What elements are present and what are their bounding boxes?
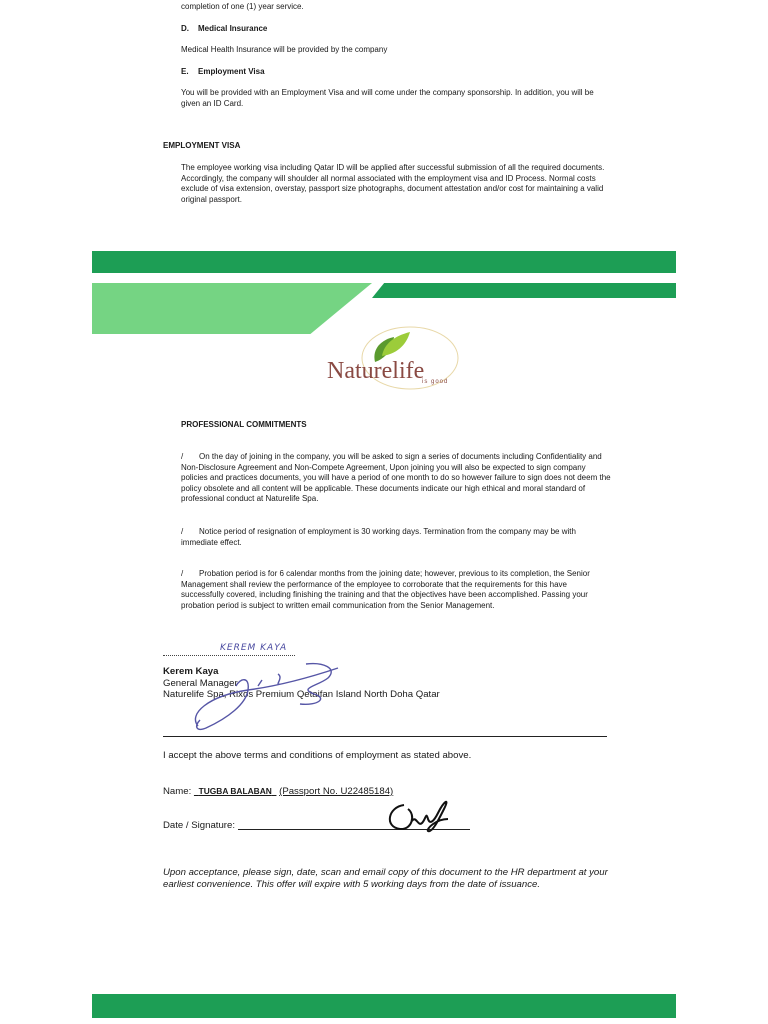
name-label: Name: [163,786,192,797]
employment-visa-text: The employee working visa including Qatar ID will be applied after successful submission of all the required documents. Accordingly, the company will shoulder all normal associated with the employment visa and ID Process. Normal costs exclude of visa extension, overstay, passport size photographs, document attestation and/or cost for maintaining a valid original passport. [181,163,605,204]
signatory-title: General Manager [163,677,238,689]
item-e-letter: E. [181,67,189,76]
commitment-item [181,527,611,548]
commitments-heading: PROFESSIONAL COMMITMENTS [181,420,307,429]
commitment-text: Probation period is for 6 calendar months from the joining date; however, previous to its completion, the Senior Management shall review the performance of the employee to corroborate that the requirements for this have successfully covered, including finishing the training and that the objectives have been accomplished. Passing your probation period is subject to written email communication from the Senior Management. [181,569,590,610]
logo-wordmark: Naturelife [327,358,425,384]
divider-line [163,736,607,737]
item-e-heading [181,67,265,78]
closing-note: Upon acceptance, please sign, date, scan and email copy of this document to the HR department at your earliest convenience. This offer will expire with 5 working days from the date of issuance. [163,867,608,890]
bullet-slash: / [181,527,184,536]
handwritten-name [218,638,328,654]
manager-signature [188,656,358,736]
header-green-stripe [372,283,676,298]
date-signature-label: Date / Signature: [163,820,235,831]
header-green-band [92,251,676,273]
passport-number: (Passport No. U22485184) [279,786,394,797]
continuation-line: completion of one (1) year service. [181,2,304,11]
item-e-text: You will be provided with an Employment Visa and will come under the company sponsorship. In addition, you will be given an ID Card. [181,88,594,108]
signatory-company: Naturelife Spa, Rixos Premium Qetaifan Island North Doha Qatar [163,689,440,701]
commitment-text: On the day of joining in the company, you will be asked to sign a series of documents including Confidentiality and Non-Disclosure Agreement and Non-Compete Agreement, Upon joining you will also be expected to sign company policies and practices documents, you will have a period of one month to do so however failure to sign does not deem the policy obsolete and all content will be applicable. These documents indicate our high ethical and moral standard of professional conduct at Naturelife Spa. [181,452,611,504]
bullet-slash: / [181,452,184,461]
commitment-item [181,569,611,611]
bullet-slash: / [181,569,184,578]
name-value: TUGBA BALABAN [198,786,272,796]
svg-text:KEREM KAYA: KEREM KAYA [220,643,288,653]
commitment-text: Notice period of resignation of employment is 30 working days. Termination from the company may be with immediate effect. [181,527,576,547]
item-d-title: Medical Insurance [198,24,268,33]
item-d-heading [181,24,267,35]
item-d-text: Medical Health Insurance will be provided by the company [181,45,388,54]
naturelife-logo [322,322,464,390]
name-line [163,786,393,797]
acceptance-statement: I accept the above terms and conditions of employment as stated above. [163,750,472,761]
employee-signature [382,793,454,835]
logo-tagline: is good [422,379,449,385]
signatory-name: Kerem Kaya [163,666,219,677]
commitment-item [181,452,611,505]
employment-visa-heading: EMPLOYMENT VISA [163,141,241,150]
footer-green-band [92,994,676,1018]
item-d-letter: D. [181,24,189,33]
item-e-title: Employment Visa [198,67,265,76]
